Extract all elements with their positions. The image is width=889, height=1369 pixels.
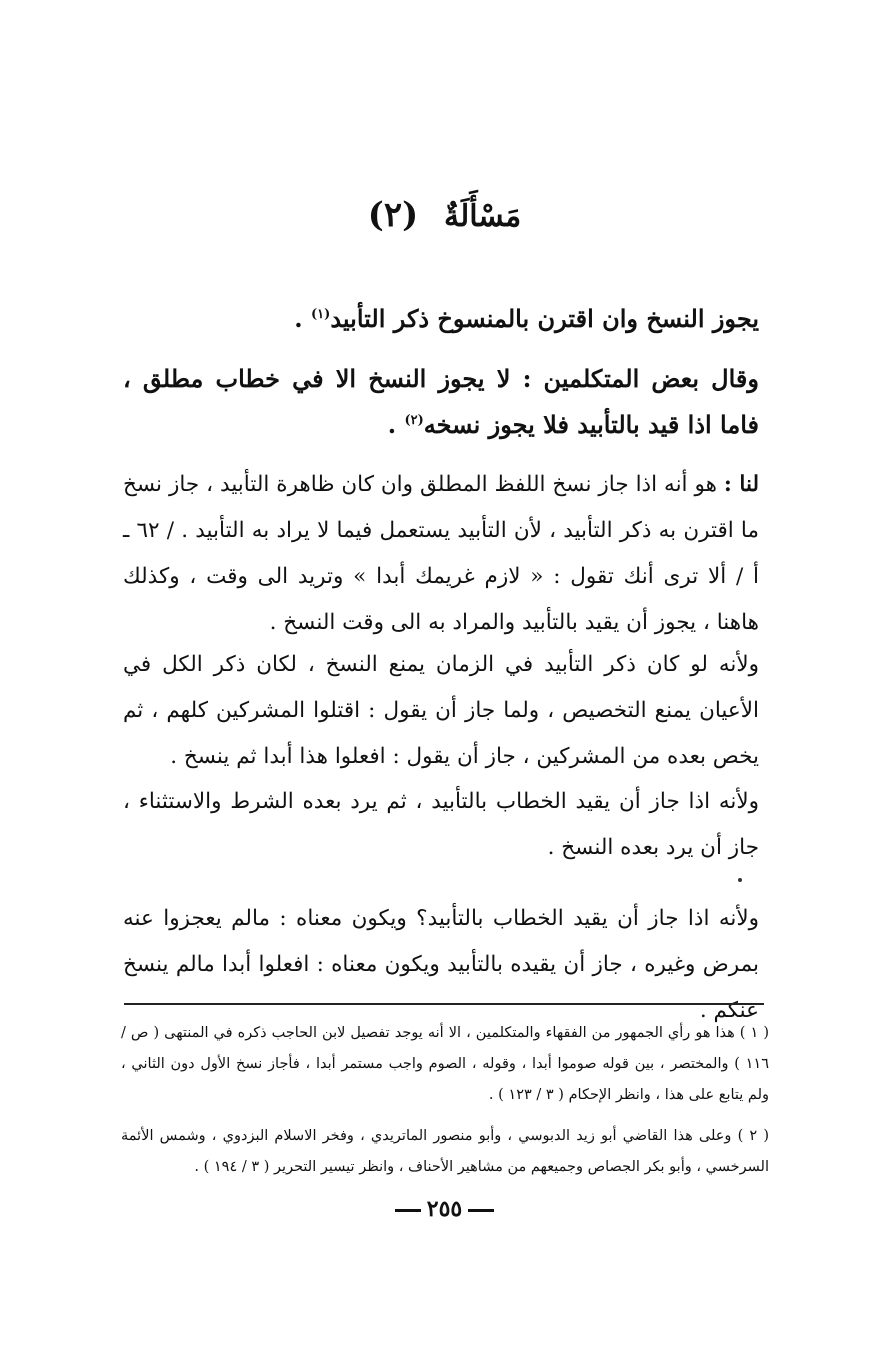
footnote-ref-2: (٢) [404, 413, 424, 428]
print-speck [738, 878, 742, 882]
footnote-1: ( ١ ) هذا هو رأي الجمهور من الفقهاء والمتكلمين ، الا أنه يوجد تفصيل لابن الحاجب ذكره في المنتهى ( ص / ١١٦ ) والمختصر ، بين قوله صوموا أبدا ، وقوله ، الصوم واجب مستمر أبدا ، فأجاز نسخ الأول دون الثاني ، ولم يتابع على هذا ، وانظر الإحكام ( ٣ / ١٢٣ ) . [121, 1025, 769, 1103]
paragraph-4-text: ولأنه اذا جاز أن يقيد الخطاب بالتأبيد؟ ويكون معناه : مالم يعجزوا عنه بمرض وغيره ، جاز أن يقيده بالتأبيد ويكون معناه : افعلوا أبدا مالم ينسخ عنكم . [123, 906, 759, 1023]
footnote-ref-1: (١) [311, 307, 331, 322]
issue-heading-word: مَسْأَلَةٌ [444, 199, 522, 234]
page-number [0, 1196, 889, 1222]
paragraph-2 [123, 642, 759, 780]
issue-heading-number: (٢) [367, 195, 419, 235]
issue-heading [0, 190, 889, 242]
paragraph-1 [123, 462, 759, 646]
opposing-view-end: . [387, 410, 405, 439]
page-number-value: ٢٥٥ [426, 1196, 463, 1222]
page-number-dash-left [395, 1209, 421, 1212]
paragraph-3 [123, 779, 759, 871]
paragraph-3-text: ولأنه اذا جاز أن يقيد الخطاب بالتأبيد ، ثم يرد بعده الشرط والاستثناء ، جاز أن يرد بعده النسخ . [123, 789, 759, 860]
page-number-dash-right [468, 1209, 494, 1212]
footnote-2: ( ٢ ) وعلى هذا القاضي أبو زيد الدبوسي ، وأبو منصور الماتريدي ، وفخر الاسلام البزدوي ، وشمس الأئمة السرخسي ، وأبو بكر الجصاص وجميعهم من مشاهير الأحناف ، وانظر تيسير التحرير ( ٣ / ١٩٤ ) . [121, 1128, 769, 1175]
paragraph-4 [123, 896, 759, 1034]
footnotes [121, 1018, 769, 1183]
paragraph-1-text: هو أنه اذا جاز نسخ اللفظ المطلق وان كان ظاهرة التأبيد ، جاز نسخ ما اقترن به ذكر التأبيد ، لأن التأبيد يستعمل فيما لا يراد به التأبيد . / ٦٢ ـ أ / ألا ترى أنك تقول : « لازم غريمك أبدا » وتريد الى وقت ، وكذلك هاهنا ، يجوز أن يقيد بالتأبيد والمراد به الى وقت النسخ . [123, 472, 759, 635]
opposing-view [123, 356, 759, 448]
opposing-view-text: وقال بعض المتكلمين : لا يجوز النسخ الا في خطاب مطلق ، فاما اذا قيد بالتأبيد فلا يجوز نسخه [123, 364, 759, 439]
paragraph-2-text: ولأنه لو كان ذكر التأبيد في الزمان يمنع النسخ ، لكان ذكر الكل في الأعيان يمنع التخصيص ، ولما جاز أن يقول : اقتلوا المشركين كلهم ، ثم يخص بعده من المشركين ، جاز أن يقول : افعلوا هذا أبدا ثم ينسخ . [123, 652, 759, 769]
main-statement-end: . [294, 304, 312, 333]
footnote-separator [124, 1003, 764, 1005]
main-statement-text: يجوز النسخ وان اقترن بالمنسوخ ذكر التأبيد [330, 304, 759, 333]
paragraph-1-lead: لنا : [723, 472, 759, 497]
main-statement [123, 296, 759, 342]
